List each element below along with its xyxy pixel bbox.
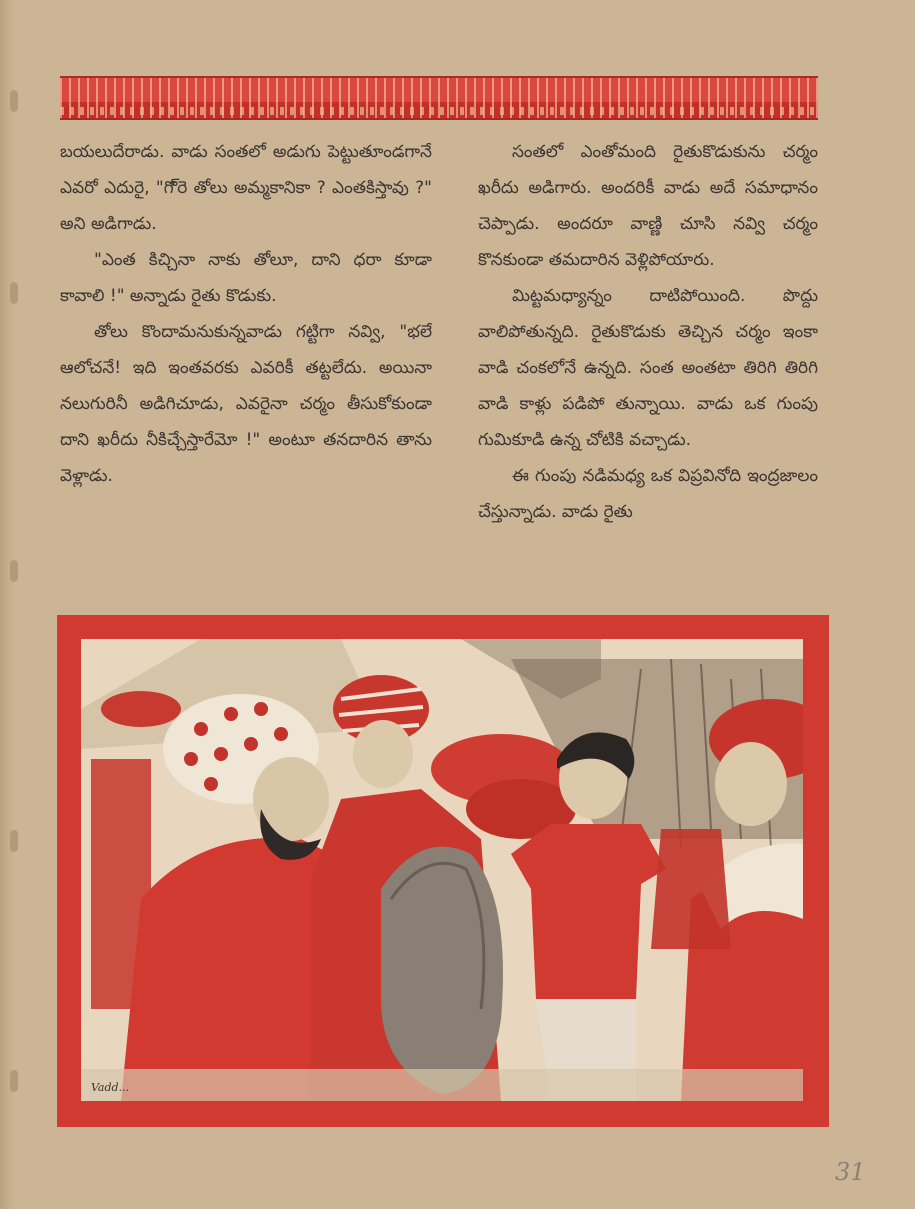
paragraph: ఈ గుంపు నడిమధ్య ఒక విప్రవినోది ఇంద్రజాలం చేస్తున్నాడు. వాడు రైతు bbox=[478, 466, 818, 522]
artist-signature: Vadd... bbox=[91, 1081, 130, 1094]
left-text-column bbox=[60, 134, 432, 494]
right-text-column bbox=[478, 134, 818, 530]
paragraph: తోలు కొందామనుకున్నవాడు గట్టిగా నవ్వి, "భలే ఆలోచనే! ఇది ఇంతవరకు ఎవరికీ తట్టలేదు. అయినా నలుగురినీ అడిగిచూడు, ఎవరైనా చర్మం తీసుకోకుండా దాని ఖరీదు నీకిచ్చేస్తారేమో !" అంటూ తనదారిన తాను వెళ్లాడు. bbox=[60, 322, 432, 486]
paragraph: "ఎంత కిచ్చినా నాకు తోలూ, దాని ధరా కూడా కావాలి !" అన్నాడు రైతు కొడుకు. bbox=[60, 250, 432, 306]
decorative-header-banner bbox=[60, 76, 818, 120]
paragraph: సంతలో ఎంతోమంది రైతుకొడుకును చర్మం ఖరీదు అడిగారు. అందరికీ వాడు అదే సమాధానం చెప్పాడు. అందరూ వాణ్ణి చూసి నవ్వి చర్మం కొనకుండా తమదారిన వెళ్లిపోయారు. bbox=[478, 142, 818, 270]
page-number: 31 bbox=[835, 1158, 866, 1186]
binding-hole bbox=[10, 830, 18, 852]
market-scene-illustration bbox=[81, 639, 803, 1101]
paragraph: మిట్టమధ్యాన్నం దాటిపోయింది. పొద్దు వాలిపోతున్నది. రైతుకొడుకు తెచ్చిన చర్మం ఇంకా వాడి చంకలోనే ఉన్నది. సంత అంతటా తిరిగి తిరిగి వాడి కాళ్లు పడిపో తున్నాయి. వాడు ఒక గుంపు గుమికూడి ఉన్న చోటికి వచ్చాడు. bbox=[478, 286, 818, 450]
illustration-frame bbox=[57, 615, 829, 1127]
binding-hole bbox=[10, 90, 18, 112]
binding-hole bbox=[10, 282, 18, 304]
binding-hole bbox=[10, 560, 18, 582]
binding-hole bbox=[10, 1070, 18, 1092]
page-binding-edge bbox=[0, 0, 14, 1209]
paragraph: బయలుదేరాడు. వాడు సంతలో అడుగు పెట్టుతూండగానే ఎవరో ఎదురై, "గొ్రె తోలు అమ్మకానికా ? ఎంతకిస్తావు ?" అని అడిగాడు. bbox=[60, 142, 432, 234]
